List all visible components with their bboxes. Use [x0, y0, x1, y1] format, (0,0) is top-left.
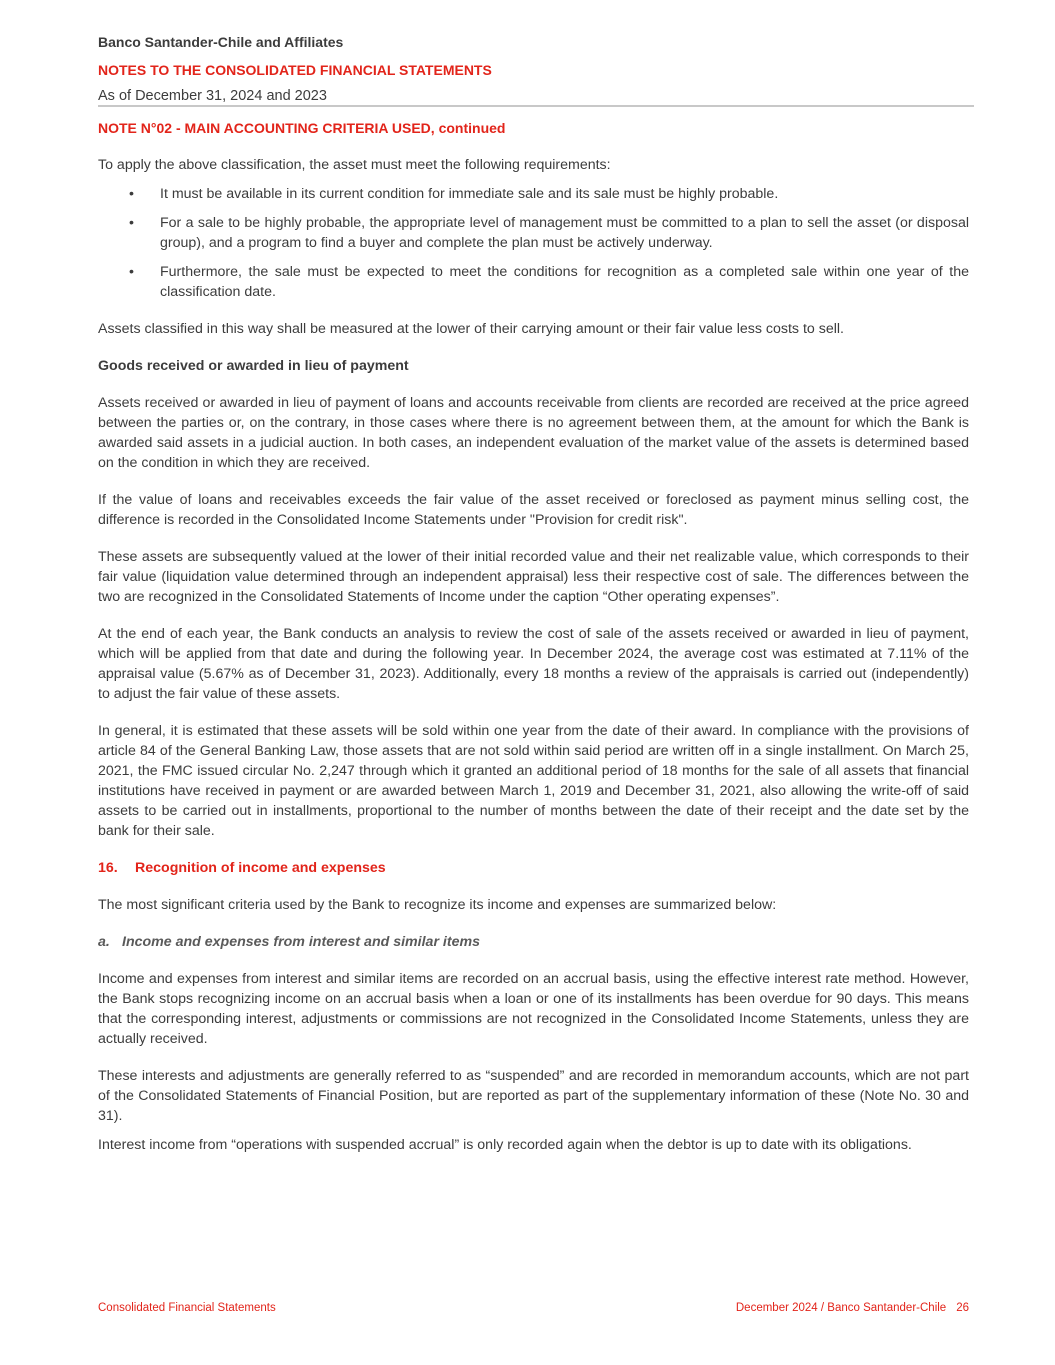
note-title: NOTE N°02 - MAIN ACCOUNTING CRITERIA USED, continued — [98, 120, 506, 136]
goods-paragraph: These assets are subsequently valued at the lower of their initial recorded value and their net realizable value, which corresponds to their fair value (liquidation value determined through an independent appraisal) less their respective cost of sale. The differences between the two are recognized in the Consolidated Statements of Income under the caption “Other operating expenses”. — [98, 549, 969, 605]
list-item — [98, 213, 969, 253]
subsection-a-heading — [98, 932, 969, 952]
document-date: As of December 31, 2024 and 2023 — [98, 88, 327, 104]
subsection-title: Income and expenses from interest and similar items — [122, 934, 480, 950]
measured-paragraph: Assets classified in this way shall be measured at the lower of their carrying amount or their fair value less costs to sell. — [98, 321, 844, 337]
body-content — [98, 155, 969, 1172]
requirements-list — [98, 184, 969, 302]
header-divider — [98, 105, 974, 107]
section-intro: The most significant criteria used by the Bank to recognize its income and expenses are summarized below: — [98, 897, 777, 913]
goods-paragraph: In general, it is estimated that these assets will be sold within one year from the date of their award. In compliance with the provisions of article 84 of the General Banking Law, those assets that are not sold within said period are written off in a single installment. On March 25, 2021, the FMC issued circular No. 2,247 through which it granted an additional period of 18 months for the sale of all assets that financial institutions have received in payment or are awarded between March 1, 2019 and December 31, 2021, also allowing the write-off of said assets to be carried out in installments, proportional to the number of months between the date of their receipt and the date set by the bank for their sale. — [98, 723, 969, 839]
company-name: Banco Santander-Chile and Affiliates — [98, 34, 344, 50]
goods-heading: Goods received or awarded in lieu of payment — [98, 358, 409, 374]
footer-right — [736, 1302, 969, 1314]
list-item — [98, 262, 969, 302]
page-number: 26 — [956, 1302, 969, 1314]
list-item-text: For a sale to be highly probable, the appropriate level of management must be committed to a plan to sell the asset (or disposal group), and a program to find a buyer and complete the plan must be actively underway. — [160, 215, 969, 251]
list-item — [98, 184, 969, 204]
bullet-icon: • — [129, 215, 134, 231]
goods-paragraph: If the value of loans and receivables exceeds the fair value of the asset received or foreclosed as payment minus selling cost, the difference is recorded in the Consolidated Income Statements under "Provision for credit risk". — [98, 492, 969, 528]
section-title: Recognition of income and expenses — [135, 860, 386, 876]
goods-paragraph: Assets received or awarded in lieu of payment of loans and accounts receivable from clients are recorded are received at the price agreed between the parties or, on the contrary, in those cases where there is no agreement between them, at the amount for which the Bank is awarded said assets in a judicial auction. In both cases, an independent evaluation of the market value of the assets is determined based on the condition in which they are received. — [98, 395, 969, 471]
section-paragraph: Income and expenses from interest and similar items are recorded on an accrual basis, using the effective interest rate method. However, the Bank stops recognizing income on an accrual basis when a loan or one of its installments has been overdue for 90 days. This means that the corresponding interest, adjustments or commissions are not recognized in the Consolidated Income Statements, unless they are actually received. — [98, 971, 969, 1047]
bullet-icon: • — [129, 186, 134, 202]
document-title: NOTES TO THE CONSOLIDATED FINANCIAL STATEMENTS — [98, 62, 492, 78]
list-item-text: Furthermore, the sale must be expected to meet the conditions for recognition as a completed sale within one year of the classification date. — [160, 264, 969, 300]
section-number: 16. — [98, 860, 118, 876]
footer-source: December 2024 / Banco Santander-Chile — [735, 1302, 947, 1314]
footer-left: Consolidated Financial Statements — [98, 1302, 276, 1314]
list-item-text: It must be available in its current condition for immediate sale and its sale must be highly probable. — [160, 186, 779, 202]
section-paragraph: Interest income from “operations with suspended accrual” is only recorded again when the debtor is up to date with its obligations. — [98, 1137, 912, 1153]
section-16-heading — [98, 858, 969, 878]
intro-paragraph: To apply the above classification, the asset must meet the following requirements: — [98, 157, 611, 173]
bullet-icon: • — [129, 264, 134, 280]
goods-paragraph: At the end of each year, the Bank conducts an analysis to review the cost of sale of the assets received or awarded in lieu of payment, which will be applied from that date and during the following year. In December 2024, the average cost was estimated at 7.11% of the appraisal value (5.67% as of December 31, 2023). Additionally, every 18 months a review of the appraisals is carried out (independently) to adjust the fair value of these assets. — [98, 626, 969, 702]
section-paragraph: These interests and adjustments are generally referred to as “suspended” and are recorded in memorandum accounts, which are not part of the Consolidated Statements of Financial Position, but are reported as part of the supplementary information of these (Note No. 30 and 31). — [98, 1068, 969, 1124]
subsection-letter: a. — [98, 934, 110, 950]
